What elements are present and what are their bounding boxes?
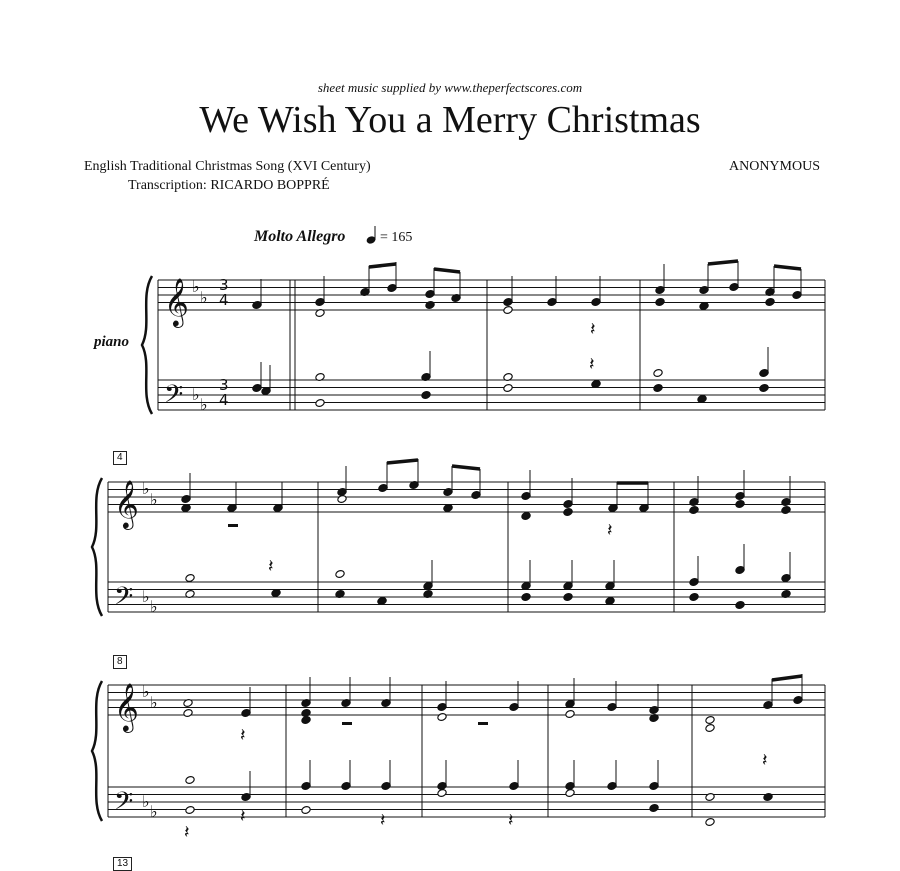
flat-icon: ♭ (150, 490, 158, 509)
flat-icon: ♭ (142, 792, 150, 811)
note-head (185, 574, 195, 583)
note-head (735, 500, 745, 509)
flat-icon: ♭ (142, 682, 150, 701)
note-head (521, 512, 531, 521)
note-head (735, 601, 745, 610)
note-head (315, 399, 325, 408)
beam (387, 460, 418, 463)
note-head (185, 806, 195, 815)
note-head (337, 495, 347, 504)
time-signature-bottom: 4 (219, 291, 229, 309)
quarter-rest: 𝄽 (240, 806, 246, 827)
quarter-rest: 𝄽 (184, 822, 190, 843)
note-head (503, 306, 513, 315)
note-head (521, 593, 531, 602)
bass-clef-icon: 𝄢 (164, 380, 184, 415)
note-head (421, 391, 431, 400)
note-head (655, 298, 665, 307)
quarter-rest: 𝄽 (240, 725, 246, 746)
note-head (565, 710, 575, 719)
flat-icon: ♭ (192, 385, 200, 404)
note-head (301, 716, 311, 725)
note-head (705, 793, 715, 802)
beam (708, 261, 738, 264)
flat-icon: ♭ (142, 479, 150, 498)
quarter-rest: 𝄽 (268, 556, 274, 577)
quarter-rest: 𝄽 (762, 750, 768, 771)
note-head (437, 789, 447, 798)
transcription-credit: Transcription: RICARDO BOPPRÉ (128, 178, 330, 193)
note-head (563, 508, 573, 517)
note-head (653, 369, 663, 378)
treble-clef-icon: 𝄞 (114, 682, 139, 731)
note-head (437, 713, 447, 722)
note-head (763, 793, 773, 802)
brace (142, 276, 152, 414)
score-title: We Wish You a Merry Christmas (199, 99, 701, 141)
note-head (335, 570, 345, 579)
note-head (689, 506, 699, 515)
quarter-rest: 𝄽 (590, 319, 596, 340)
flat-icon: ♭ (150, 802, 158, 821)
note-head (563, 593, 573, 602)
composer-name: ANONYMOUS (728, 159, 820, 174)
measure-number-13: 13 (113, 857, 132, 871)
instrument-label: piano (94, 334, 130, 350)
note-head (759, 384, 769, 393)
bass-clef-icon: 𝄢 (114, 582, 134, 617)
quarter-rest: 𝄽 (508, 810, 514, 831)
note-head (689, 593, 699, 602)
beam (452, 466, 480, 469)
note-head (425, 301, 435, 310)
quarter-rest: 𝄽 (380, 810, 386, 831)
measure-number-8: 8 (113, 655, 127, 669)
brace (92, 681, 102, 821)
beam (772, 676, 802, 680)
note-head (705, 716, 715, 725)
note-head (649, 804, 659, 813)
brace (92, 478, 102, 616)
half-rest (478, 722, 488, 725)
flat-icon: ♭ (150, 693, 158, 712)
bass-clef-icon: 𝄢 (114, 787, 134, 822)
beam (774, 266, 801, 269)
note-head (183, 709, 193, 718)
measure-number-4: 4 (113, 451, 127, 465)
tempo-marking: Molto Allegro (254, 228, 346, 245)
note-head (185, 776, 195, 785)
beam (434, 269, 460, 272)
note-head (765, 298, 775, 307)
note-head (565, 789, 575, 798)
quarter-rest: 𝄽 (607, 520, 613, 541)
note-head (503, 384, 513, 393)
note-head (705, 818, 715, 827)
tempo-note-icon (366, 236, 376, 244)
flat-icon: ♭ (192, 277, 200, 296)
flat-icon: ♭ (142, 587, 150, 606)
treble-clef-icon: 𝄞 (164, 277, 189, 326)
score-subtitle: English Traditional Christmas Song (XVI Century) (84, 159, 371, 174)
quarter-rest: 𝄽 (589, 354, 595, 375)
note-head (781, 506, 791, 515)
time-signature-bottom: 4 (219, 391, 229, 409)
note-head (705, 724, 715, 733)
flat-icon: ♭ (200, 395, 208, 414)
half-rest (228, 524, 238, 527)
time-signature-top: 3 (219, 376, 229, 394)
note-head (653, 384, 663, 393)
flat-icon: ♭ (200, 288, 208, 307)
note-head (301, 806, 311, 815)
treble-clef-icon: 𝄞 (114, 479, 139, 528)
time-signature-top: 3 (219, 276, 229, 294)
beam (369, 264, 396, 267)
flat-icon: ♭ (150, 597, 158, 616)
half-rest (342, 722, 352, 725)
supplied-by-credit: sheet music supplied by www.theperfectscores.com (317, 80, 583, 95)
tempo-bpm: = 165 (380, 230, 413, 245)
